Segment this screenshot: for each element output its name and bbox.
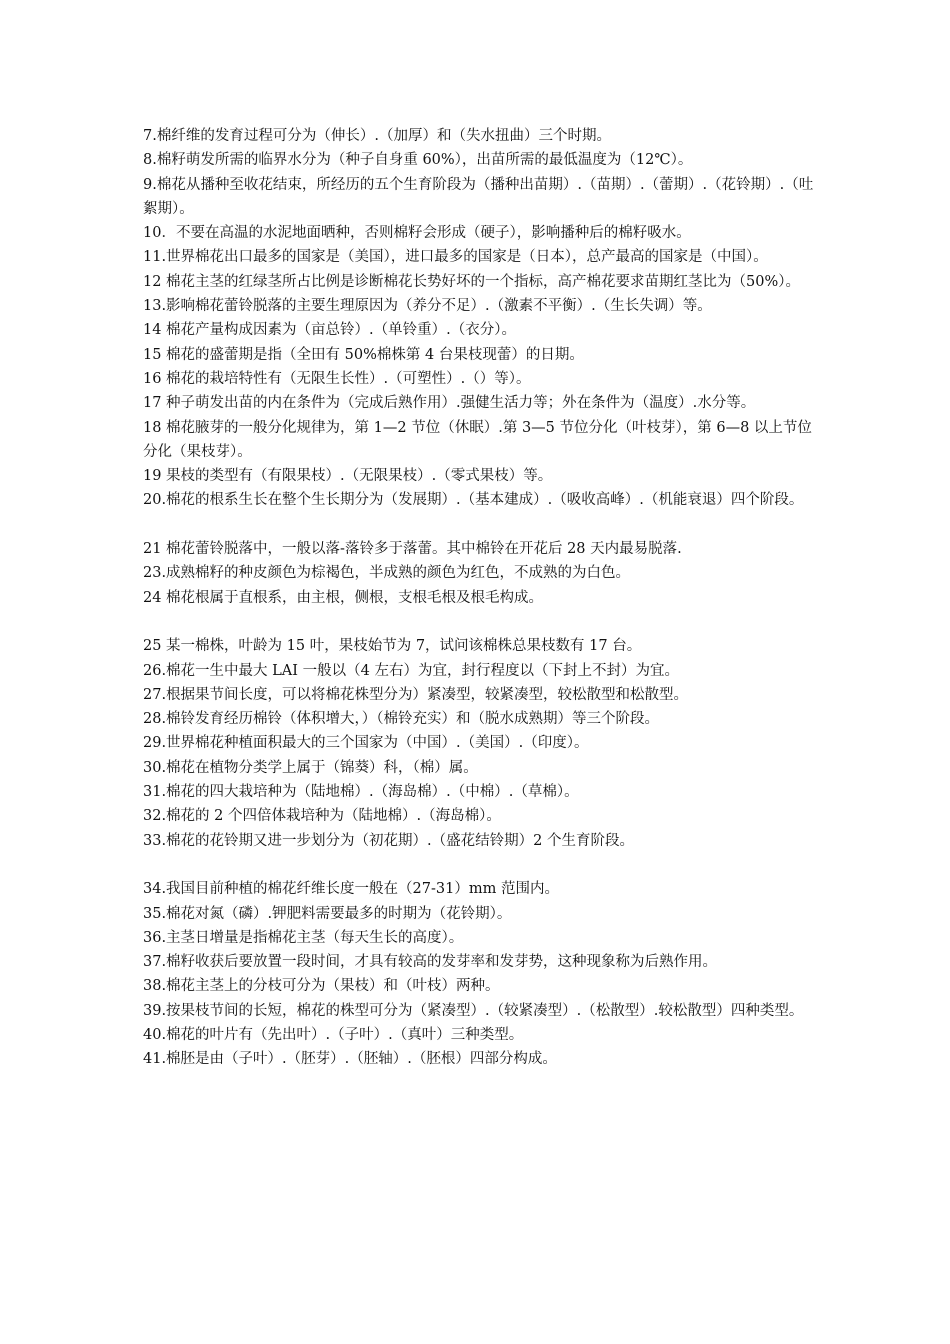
- question-item: 26.棉花一生中最大 LAI 一般以（4 左右）为宜，封行程度以（下封上不封）为宜。: [143, 662, 679, 679]
- question-item: 13.影响棉花蕾铃脱落的主要生理原因为（养分不足）.（激素不平衡）.（生长失调）等。: [143, 298, 712, 315]
- question-group-3: [143, 634, 823, 853]
- question-item: 16 棉花的栽培特性有（无限生长性）.（可塑性）.（）等）。: [143, 370, 531, 387]
- question-item: 9.棉花从播种至收花结束，所经历的五个生育阶段为（播种出苗期）.（苗期）.（蕾期）.（花铃期）.（吐絮期）。: [143, 176, 814, 217]
- question-item: 11.世界棉花出口最多的国家是（美国），进口最多的国家是（日本），总产最高的国家是（中国）。: [143, 249, 768, 266]
- question-item: 37.棉籽收获后要放置一段时间，才具有较高的发芽率和发芽势，这种现象称为后熟作用。: [143, 954, 718, 971]
- question-item: 19 果枝的类型有（有限果枝）.（无限果枝）.（零式果枝）等。: [143, 468, 553, 485]
- question-item: 38.棉花主茎上的分枝可分为（果枝）和（叶枝）两种。: [143, 978, 500, 995]
- question-item: 21 棉花蕾铃脱落中，一般以落-落铃多于落蕾。其中棉铃在开花后 28 天内最易脱落.: [143, 541, 682, 558]
- question-item: 14 棉花产量构成因素为（亩总铃）.（单铃重）.（衣分）。: [143, 322, 517, 339]
- document-page: [143, 124, 823, 1072]
- question-item: 20.棉花的根系生长在整个生长期分为（发展期）.（基本建成）.（吸收高峰）.（机能衰退）四个阶段。: [143, 492, 804, 509]
- question-item: 33.棉花的花铃期又进一步划分为（初花期）.（盛花结铃期）2 个生育阶段。: [143, 832, 635, 849]
- question-item: 35.棉花对氮（磷）.钾肥料需要最多的时期为（花铃期）。: [143, 905, 512, 922]
- question-item: 25 某一棉株，叶龄为 15 叶，果枝始节为 7，试问该棉株总果枝数有 17 台。: [143, 638, 642, 655]
- question-item: 17 种子萌发出苗的内在条件为（完成后熟作用）.强健生活力等；外在条件为（温度）.水分等。: [143, 395, 756, 412]
- question-item: 34.我国目前种植的棉花纤维长度一般在（27-31）mm 范围内。: [143, 881, 559, 898]
- question-item: 8.棉籽萌发所需的临界水分为（种子自身重 60%），出苗所需的最低温度为（12℃）。: [143, 152, 693, 169]
- question-item: 30.棉花在植物分类学上属于（锦葵）科，（棉）属。: [143, 759, 478, 776]
- paragraph-gap: [143, 513, 823, 537]
- question-item: 27.根据果节间长度，可以将棉花株型分为）紧凑型，较紧凑型，较松散型和松散型。: [143, 686, 689, 703]
- question-item: 41.棉胚是由（子叶）.（胚芽）.（胚轴）.（胚根）四部分构成。: [143, 1051, 557, 1068]
- question-item: 15 棉花的盛蕾期是指（全田有 50%棉株第 4 台果枝现蕾）的日期。: [143, 346, 584, 363]
- question-item: 12 棉花主茎的红绿茎所占比例是诊断棉花长势好坏的一个指标，高产棉花要求苗期红茎比为（50%）。: [143, 273, 801, 290]
- question-item: 10．不要在高温的水泥地面晒种，否则棉籽会形成（硬子），影响播种后的棉籽吸水。: [143, 225, 691, 242]
- question-item: 28.棉铃发育经历棉铃（体积增大，）（棉铃充实）和（脱水成熟期）等三个阶段。: [143, 711, 660, 728]
- paragraph-gap: [143, 853, 823, 877]
- question-item: 24 棉花根属于直根系，由主根，侧根，支根毛根及根毛构成。: [143, 589, 544, 606]
- question-item: 29.世界棉花种植面积最大的三个国家为（中国）.（美国）.（印度）。: [143, 735, 589, 752]
- question-item: 18 棉花腋芽的一般分化规律为，第 1—2 节位（休眠）.第 3—5 节位分化（叶枝芽），第 6—8 以上节位分化（果枝芽）。: [143, 419, 812, 460]
- question-item: 7.棉纤维的发育过程可分为（伸长）.（加厚）和（失水扭曲）三个时期。: [143, 128, 611, 144]
- paragraph-gap: [143, 610, 823, 634]
- question-group-4: [143, 877, 823, 1071]
- question-item: 40.棉花的叶片有（先出叶）.（子叶）.（真叶）三种类型。: [143, 1026, 524, 1043]
- question-item: 31.棉花的四大栽培种为（陆地棉）.（海岛棉）.（中棉）.（草棉）。: [143, 784, 579, 801]
- question-item: 39.按果枝节间的长短，棉花的株型可分为（紧凑型）.（较紧凑型）.（松散型）.较松散型）四种类型。: [143, 1002, 804, 1019]
- question-item: 36.主茎日增量是指棉花主茎（每天生长的高度）。: [143, 929, 464, 946]
- question-group-2: [143, 537, 823, 610]
- question-group-1: [143, 124, 823, 513]
- question-item: 23.成熟棉籽的种皮颜色为棕褐色，半成熟的颜色为红色，不成熟的为白色。: [143, 565, 631, 582]
- question-item: 32.棉花的 2 个四倍体栽培种为（陆地棉）.（海岛棉）。: [143, 808, 501, 825]
